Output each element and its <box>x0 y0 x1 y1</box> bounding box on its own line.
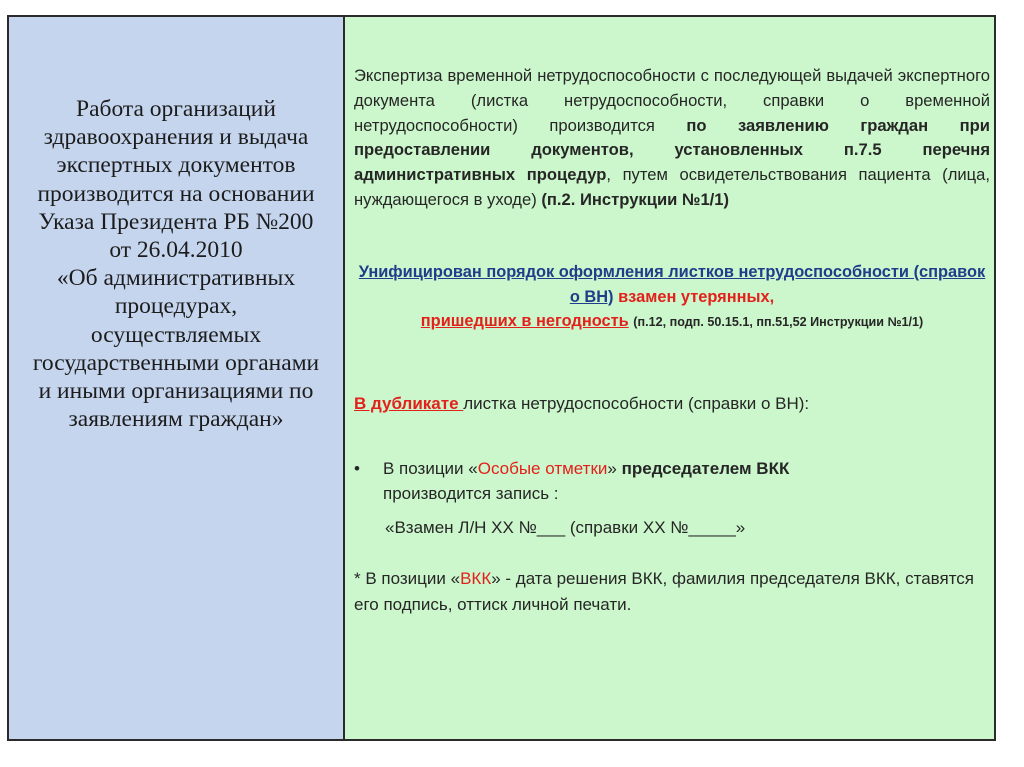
decree-line: здравоохранения и выдача <box>43 124 309 151</box>
decree-line: Указа Президента РБ №200 <box>38 208 314 235</box>
expertise-text-cont: , путем освидетельствования пациента (лица, нуждающегося в уходе) <box>354 165 990 209</box>
special-marks-label: Особые отметки <box>477 459 608 478</box>
replacement-entry: «Взамен Л/Н ХХ №___ (справки ХХ №_____» <box>385 518 746 537</box>
duplicate-label <box>354 394 463 413</box>
decree-text <box>11 95 341 433</box>
decree-line: Работа организаций <box>76 96 276 122</box>
slide-table <box>7 15 996 741</box>
left-cell <box>9 17 345 739</box>
unified-order-block <box>354 260 990 335</box>
unified-order-title: Унифицирован порядок оформления листков нетрудоспособности (справок о ВН) <box>358 263 986 306</box>
expertise-paragraph <box>354 64 990 213</box>
bullet-dot: • <box>354 459 360 478</box>
duplicate-label-text: В дубликате <box>354 394 459 413</box>
vkk-note-2: » - дата решения ВКК, фамилия председателя ВКК, ставятся его подпись, оттиск личной печати. <box>354 569 975 614</box>
bullet-text-2: » <box>607 459 622 478</box>
duplicate-heading <box>354 392 994 416</box>
vkk-label: ВКК <box>460 569 492 588</box>
unusable-text: пришедших в негодность <box>420 312 629 330</box>
vkk-note-1: * В позиции « <box>354 569 461 588</box>
duplicate-rest: листка нетрудоспособности (справки о ВН): <box>463 394 810 413</box>
decree-line: экспертных документов <box>56 152 296 179</box>
expertise-text: Экспертиза временной нетрудоспособности с последующей выдачей экспертного документа (листка нетрудоспособности, справки о временной нетрудоспособности) производится <box>354 66 990 135</box>
decree-line: государственными органами <box>32 349 320 376</box>
decree-line: от 26.04.2010 <box>109 237 243 264</box>
application-requirement: по заявлению граждан при предоставлении документов, установленных п.7.5 перечня административных процедур <box>354 115 990 185</box>
bullet-text-3: производится запись : <box>383 484 559 503</box>
decree-line: заявлениям граждан» <box>68 406 284 433</box>
bullet-text <box>383 456 994 506</box>
lost-replacement-text: взамен утерянных, <box>618 287 775 306</box>
decree-line: производится на основании <box>37 180 315 207</box>
decree-line: и иными организациями по <box>38 378 314 405</box>
vkk-note <box>354 566 994 618</box>
decree-line: осуществляемых <box>90 321 262 348</box>
bullet-item <box>354 456 994 506</box>
instruction-reference: (п.2. Инструкции №1/1) <box>541 189 730 209</box>
right-cell <box>345 17 994 739</box>
bullet-text-1: В позиции « <box>383 459 478 478</box>
vkk-chairman: председателем ВКК <box>621 459 790 478</box>
decree-line: «Об административных <box>56 265 296 292</box>
decree-line: процедурах, <box>114 293 238 320</box>
unified-reference: (п.12, подп. 50.15.1, пп.51,52 Инструкции №1/1) <box>633 315 924 329</box>
